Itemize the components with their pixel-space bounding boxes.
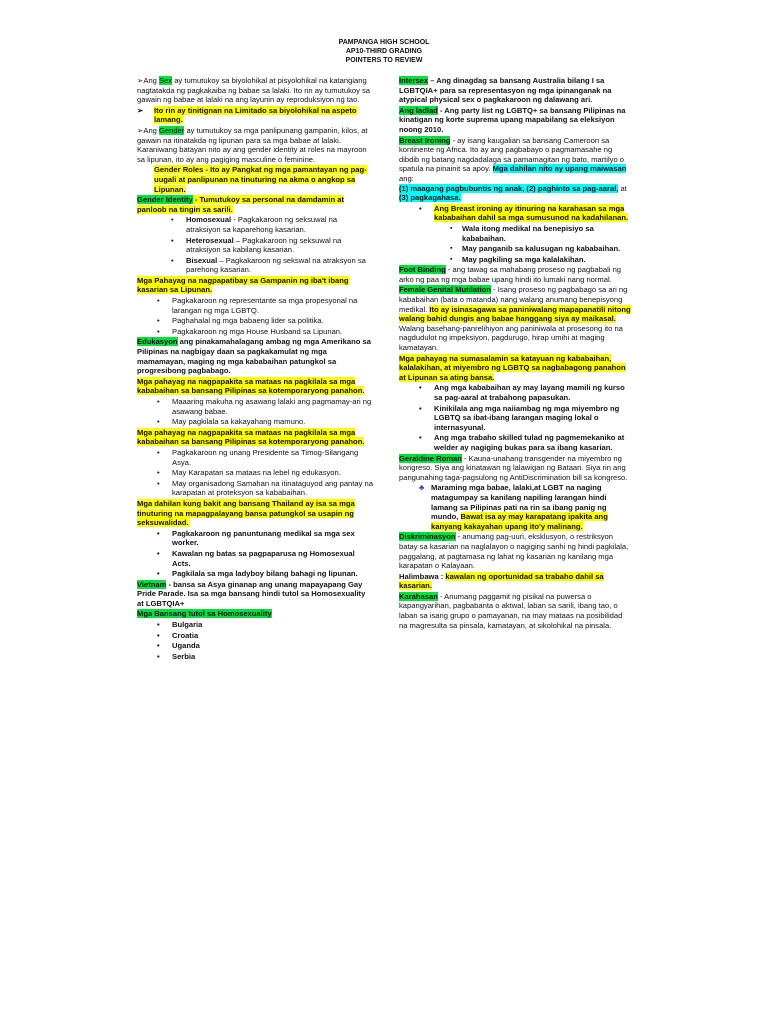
sex-definition: ➢ Ang Sex ay tumutukoy sa biyolohikal at pisyolohikal na katangiang nagtatakda ng pagkakaiba ng babae sa lalaki. Ito rin ay tumutukoy sa gawain ng babae at lalaki na ang layunin ay reproduksiyon ng tao.	[137, 76, 373, 105]
list-item: • Kinikilala ang mga naiiambag ng mga miyembro ng LGBTQ sa ibat-ibang larangan maging lokal o internasyunal.	[399, 404, 631, 433]
gender-roles: Gender Roles - Ito ay Pangkat ng mga pamantayan ng pag-uugali at panlipunan na tinuturing na akma o angkop sa Lipunan.	[154, 165, 367, 194]
list-item: ▪ May pagkiling sa mga kalalakihan.	[399, 255, 631, 265]
list-item: • Homosexual - Pagkakaroon ng seksuwal na atraksiyon sa kaparehong kasarian.	[137, 215, 373, 234]
list-item: • Kawalan ng batas sa pagpaparusa ng Homosexual Acts.	[137, 549, 373, 568]
breast-ironing-paragraph: Breast Ironing - ay isang kaugalian sa bansang Cameroon sa kontinente ng Africa. Ito ay ang pagbabayo o pagmamasahe ng dibdib ng batang nagdadalaga sa pamamagitan ng bato, martilyo o spatula na pinainit sa apoy. Mga dahilan nito ay upang maiwasan ang: (1) maagang pagbubuntis ng anak, (2) paghinto sa pag-aaral, at (3) pagkagahasa.	[399, 135, 627, 203]
breast-ironing-reasons	[399, 224, 631, 264]
geraldine-paragraph: Geraldine Roman - Kauna-unahang transgender na miyembro ng kongreso. Siya ang kinatawan ng lalawigan ng Bataan. Siya rin ang pangunahing taga-pagsulong ng AntiDiscrimination bill sa kongreso.	[399, 453, 628, 482]
thailand-list	[137, 529, 373, 579]
halimbawa-line: Halimbawa : kawalan ng oportunidad sa trabaho dahil sa kasarian.	[399, 571, 604, 591]
geraldine-point: ♣ Maraming mga babae, lalaki,at LGBT na naging matagumpay sa kanilang napiling larangan hindi lamang sa Pilipinas pati na rin sa ibang panig ng mundo, Bawat isa ay may karapatang ipakita ang kanyang kakayahan upang ito'y malinang.	[399, 483, 631, 531]
list-item: ▪ Wala itong medikal na benepisiyo sa kababaihan.	[399, 224, 631, 243]
list-item: • Pagkakaroon ng unang Presidente sa Timog-Silangang Asya.	[137, 448, 373, 467]
list-item: • May pagkilala sa kakayahang mamuno.	[137, 417, 373, 427]
sex-term: Sex	[159, 76, 173, 85]
tutol-heading: Mga Bansang tutol sa Homosexuality	[137, 609, 272, 619]
list-item: • Heterosexual – Pagkakaroon ng seksuwal na atraksiyon sa kabilang kasarian.	[137, 236, 373, 255]
list-item: • Pagkakaroon ng panuntunang medikal sa mga sex worker.	[137, 529, 373, 548]
list-item: • May organisadong Samahan na itinataguyod ang pantay na karapatan at proteksyon sa kababaihan.	[137, 479, 373, 498]
breast-ironing-point	[399, 204, 631, 223]
fgm-paragraph: Female Genital Mutilation - Isang proseso ng pagbabago sa ari ng kababaihan (bata o matanda) nang walang anumang benepisyong medikal. Ito ay isinasagawa sa paniniwalang mapapanatili nitong walang bahid dungis ang babae hanggang siya ay maikasal. Walang basehang-panrelihiyon ang paniniwala at prosesong ito na nagdudulot ng impeksiyon, pagdurugo, hirap umihi at maging kamatayan.	[399, 285, 631, 353]
list-item: • Pagkakaroon ng mga House Husband sa Lipunan.	[137, 327, 373, 337]
gender-identity: Gender Identity - Tumutukoy sa personal na damdamin at panloob na tingin sa sarili.	[137, 195, 345, 214]
list-item: • Uganda	[137, 641, 373, 651]
list-item: • Bulgaria	[137, 620, 373, 630]
karahasan-paragraph: Karahasan - Anumang paggamit ng pisikal na puwersa o kapangyarihan, pagbabanta o aktwal, laban sa sarili, ibang tao, o laban sa isang grupo o pamayanan, na may mataas na posibilidad na magresulta sa pinsala, kamatayan, at sikolohikal na pinsala.	[399, 591, 623, 630]
grading-period: AP10-THIRD GRADING	[345, 48, 423, 55]
pahayag2-list	[137, 448, 373, 498]
edukasyon-paragraph: Edukasyon ang pinakamahalagang ambag ng mga Amerikano sa Pilipinas na nagbigay daan sa pagkakamulat ng mga mamamayan, maging ng mga kababaihan patungkol sa progresibong pagbabago.	[137, 337, 371, 376]
list-item: • May Karapatan sa mataas na lebel ng edukasyon.	[137, 468, 373, 478]
school-name: PAMPANGA HIGH SCHOOL	[338, 39, 430, 46]
list-item: • Pagkakaroon ng representante sa mga propesyonal na larangan ng mga LGBTQ.	[137, 296, 373, 315]
orientation-list	[137, 215, 373, 275]
ladlad-paragraph: Ang ladlad - Ang party list ng LGBTQ+ sa bansang Pilipinas na kinatigan ng korte suprema upang mapabilang sa eleksiyon noong 2010.	[399, 105, 626, 134]
tutol-list	[137, 620, 373, 661]
list-item: ▪ May panganib sa kalusugan ng kababaihan.	[399, 244, 631, 254]
lgbtq-heading: Mga pahayag na sumasalamin sa katayuan ng kababaihan, kalalakihan, at miyembro ng LGBTQ sa nagbabagong panahon at Lipunan sa ating bansa.	[399, 353, 626, 382]
pahayag1-list	[137, 397, 373, 427]
lgbtq-list	[399, 383, 631, 452]
list-item: • Pagkilala sa mga ladyboy bilang bahagi ng lipunan.	[137, 569, 373, 579]
list-item: • Ang mga kababaihan ay may layang mamili ng kurso sa pag-aaral at trabahong papasukan.	[399, 383, 631, 402]
list-item: • Paghahalal ng mga babaeng lider sa politika.	[137, 316, 373, 326]
right-column	[399, 76, 631, 631]
gampanin-list	[137, 296, 373, 336]
list-item: • Ang mga trabaho skilled tulad ng pagmemekaniko at welder ay nagiging bukas para sa ibang kasarian.	[399, 433, 631, 452]
foot-binding-paragraph: Foot Binding - ang tawag sa mahabang proseso ng pagbabali ng arko ng paa ng mga babae upang hindi ito lumaki nang normal.	[399, 265, 622, 284]
list-item: • Serbia	[137, 652, 373, 662]
gampanin-heading: Mga Pahayag na nagpapatibay sa Gampanin ng iba't ibang kasarian sa Lipunan.	[137, 275, 349, 295]
diskriminasyon-paragraph: Diskriminasyon - anumang pag-uuri, eksklusyon, o restriksyon batay sa kasarian na naglalayon o nagiging sanhi ng hindi pagkilala, paggalang, at pagtamasa ng lahat ng kasarian ng kanilang mga karapatan o Kalayaan.	[399, 532, 629, 571]
intersex-paragraph: Intersex – Ang dinagdag sa bansang Australia bilang I sa LGBTQIA+ para sa representasyon ng mga ipinanganak na atypical physical sex o pagkakaroon ng dalawang ari.	[399, 76, 612, 105]
left-column	[137, 76, 373, 662]
document-title: POINTERS TO REVIEW	[345, 57, 423, 64]
sex-point: ➢ Ito rin ay tinitignan na Limitado sa biyolohikal na aspeto lamang.	[137, 106, 373, 125]
gender-term: Gender	[159, 125, 185, 135]
list-item: • Croatia	[137, 631, 373, 641]
vietnam-paragraph: Vietnam - bansa sa Asya ginanap ang unang mapayapang Gay Pride Parade. Isa sa mga bansang hindi tutol sa Homosexuality at LGBTQIA+	[137, 579, 366, 608]
list-item: • Ang Breast ironing ay itinuring na karahasan sa mga kababaihan dahil sa mga sumusunod na kadahilanan.	[399, 204, 631, 223]
list-item: • Maaaring makuha ng asawang lalaki ang pagmamay-ari ng asawang babae.	[137, 397, 373, 416]
thailand-heading: Mga dahilan kung bakit ang bansang Thailand ay isa sa mga tinuturing na mapagpalayang bansa patungkol sa usapin ng seksuwalidad.	[137, 498, 355, 528]
list-item: • Bisexual – Pagkakaroon ng sekswal na atraksyon sa parehong kasarian.	[137, 256, 373, 275]
pahayag1-heading: Mga pahayag na nagpapakita sa mataas na pagkilala sa mga kababaihan sa bansang Pilipinas sa kotemporaryong panahon.	[137, 376, 365, 396]
page-header	[0, 38, 768, 65]
pahayag2-heading: Mga pahayag na nagpapakita sa mataas na pagkilala sa mga kababaihan sa bansang Pilipinas sa kotemporaryong panahon.	[137, 427, 365, 447]
gender-definition: ➢ Ang Gender ay tumutukoy sa mga panlipunang gampanin, kilos, at gawain na itinatakda ng lipunan para sa mga babae at lalaki. Karaniwang batayan nito ay ang gender identity at roles na mayroon sa lipunan, ito ay ang pagiging masculine o feminine.	[137, 126, 373, 164]
